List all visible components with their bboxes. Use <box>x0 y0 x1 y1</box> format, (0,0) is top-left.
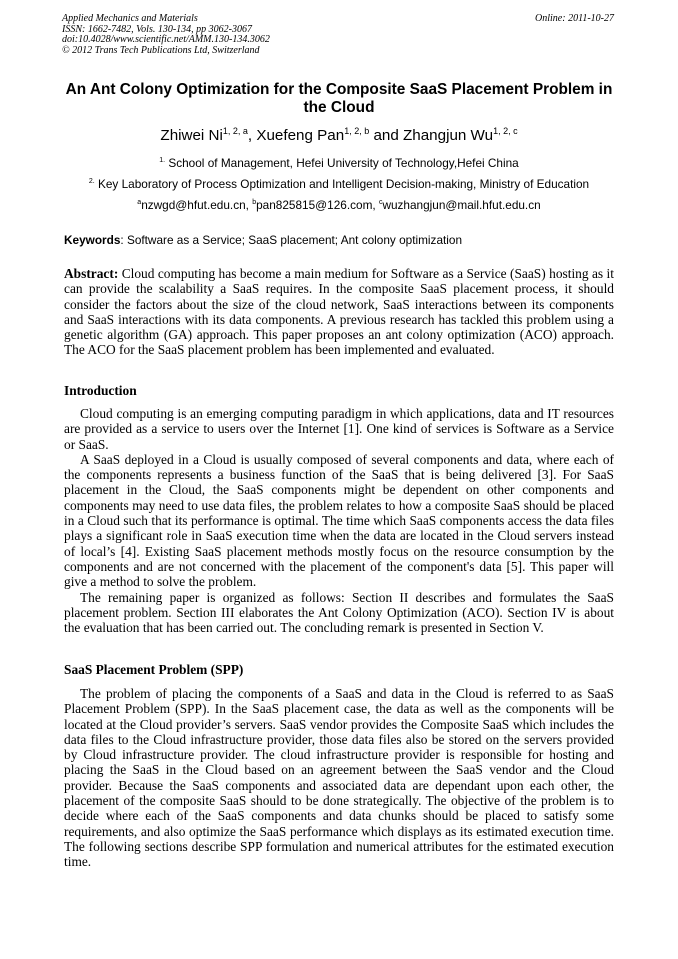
author-name: Xuefeng Pan <box>256 127 345 144</box>
abstract <box>64 266 614 358</box>
email-mark: b <box>252 199 257 206</box>
keywords <box>64 233 462 247</box>
keywords-text: : Software as a Service; SaaS placement; Ant colony optimization <box>120 233 463 247</box>
author-affiliation-mark: 1, 2, a <box>222 126 248 136</box>
email-address: pan825815@126.com, <box>256 198 379 212</box>
paragraph: Cloud computing is an emerging computing paradigm in which applications, data and IT resources are provided as a service to users over the Internet [1]. One kind of services is Software as a Service or SaaS. <box>64 406 614 452</box>
affiliation-mark: 2. <box>88 178 95 185</box>
online-date: Online: 2011-10-27 <box>535 13 614 24</box>
email-address: wuzhangjun@mail.hfut.edu.cn <box>382 198 541 212</box>
paragraph: The problem of placing the components of a SaaS and data in the Cloud is referred to as SaaS Placement Problem (SPP). In the SaaS placement case, the data as well as the components will be located at the Cloud provider’s servers. SaaS vendor provides the Composite SaaS which includes the data files to the Cloud infrastructure provider, those data files also be stored on the servers provided by Cloud infrastructure provider. The cloud infrastructure provider is responsible for hosting and placing the SaaS in the Cloud based on an agreement between the SaaS vendor and the Cloud provider. Because the SaaS components and associated data are dependant upon each other, the placement of the composite SaaS should to be done strategically. The objective of the problem is to decide where each of the SaaS components and data chunks should be placed to satisfy some requirements, and also optimize the SaaS performance which displays as its estimated execution time. The following sections describe SPP formulation and numerical attributes for the estimated execution time. <box>64 686 614 870</box>
issn-line: ISSN: 1662-7482, Vols. 130-134, pp 3062-3067 <box>62 23 252 35</box>
introduction-heading: Introduction <box>64 383 137 398</box>
abstract-label: Abstract: <box>64 266 119 281</box>
keywords-label: Keywords <box>64 233 121 247</box>
spp-heading: SaaS Placement Problem (SPP) <box>64 662 244 677</box>
author-name: Zhangjun Wu <box>403 127 494 144</box>
author-name: Zhiwei Ni <box>160 127 223 144</box>
paper-title: An Ant Colony Optimization for the Composite SaaS Placement Problem in the Cloud <box>65 81 613 116</box>
email-address: nzwgd@hfut.edu.cn, <box>141 198 253 212</box>
journal-name: Applied Mechanics and Materials <box>62 13 198 24</box>
email-mark: c <box>378 199 383 206</box>
doi-line: doi:10.4028/www.scientific.net/AMM.130-134.3062 <box>62 34 270 45</box>
paragraph: The remaining paper is organized as follows: Section II describes and formulates the SaaS placement problem. Section III elaborates the Ant Colony Optimization (ACO). Section IV is about the evaluation that has been carried out. The concluding remark is presented in Section V. <box>64 589 614 636</box>
introduction-body <box>64 406 614 635</box>
affiliation-text: School of Management, Hefei University of Technology,Hefei China <box>165 156 519 170</box>
abstract-text: Cloud computing has become a main medium for Software as a Service (SaaS) hosting as it can provide the scalability a SaaS requires. In the composite SaaS placement process, it should consider the factors about the size of the cloud network, SaaS interactions between its components and SaaS interactions with its data components. A previous research has tackled this problem using a genetic algorithm (GA) approach. This paper proposes an ant colony optimization (ACO) approach. The ACO for the SaaS placement problem has been implemented and evaluated. <box>64 266 614 358</box>
email-line <box>62 198 616 212</box>
spp-body <box>64 686 614 870</box>
author-line <box>62 126 616 146</box>
author-affiliation-mark: 1, 2, b <box>344 126 370 136</box>
paragraph: A SaaS deployed in a Cloud is usually composed of several components and data, where each of the components represents a business function of the SaaS that is being delivered [3]. For SaaS placement in the Cloud, the SaaS components might be dependent on other components and components may need to use data files, the problem relates to how a composite SaaS should be placed in a Cloud such that its performance is optimal. The time which SaaS components access the data files plays a significant role in SaaS execution time when the data are located in the Cloud servers instead of local’s [4]. Existing SaaS placement methods mostly focus on the resource consumption by the components and are not concerned with the placement of the component's data [5]. This paper will give a method to solve the problem. <box>64 451 614 590</box>
affiliation-mark: 1. <box>159 157 166 164</box>
author-separator: and <box>369 127 403 144</box>
affiliation-text: Key Laboratory of Process Optimization and Intelligent Decision-making, Ministry of Education <box>94 177 590 191</box>
copyright-line: © 2012 Trans Tech Publications Ltd, Switzerland <box>62 44 260 56</box>
journal-header <box>62 14 270 56</box>
affiliation-1 <box>62 156 616 170</box>
affiliation-2 <box>62 177 616 191</box>
author-separator: , <box>247 127 257 144</box>
email-mark: a <box>137 199 142 206</box>
author-affiliation-mark: 1, 2, c <box>493 126 518 136</box>
